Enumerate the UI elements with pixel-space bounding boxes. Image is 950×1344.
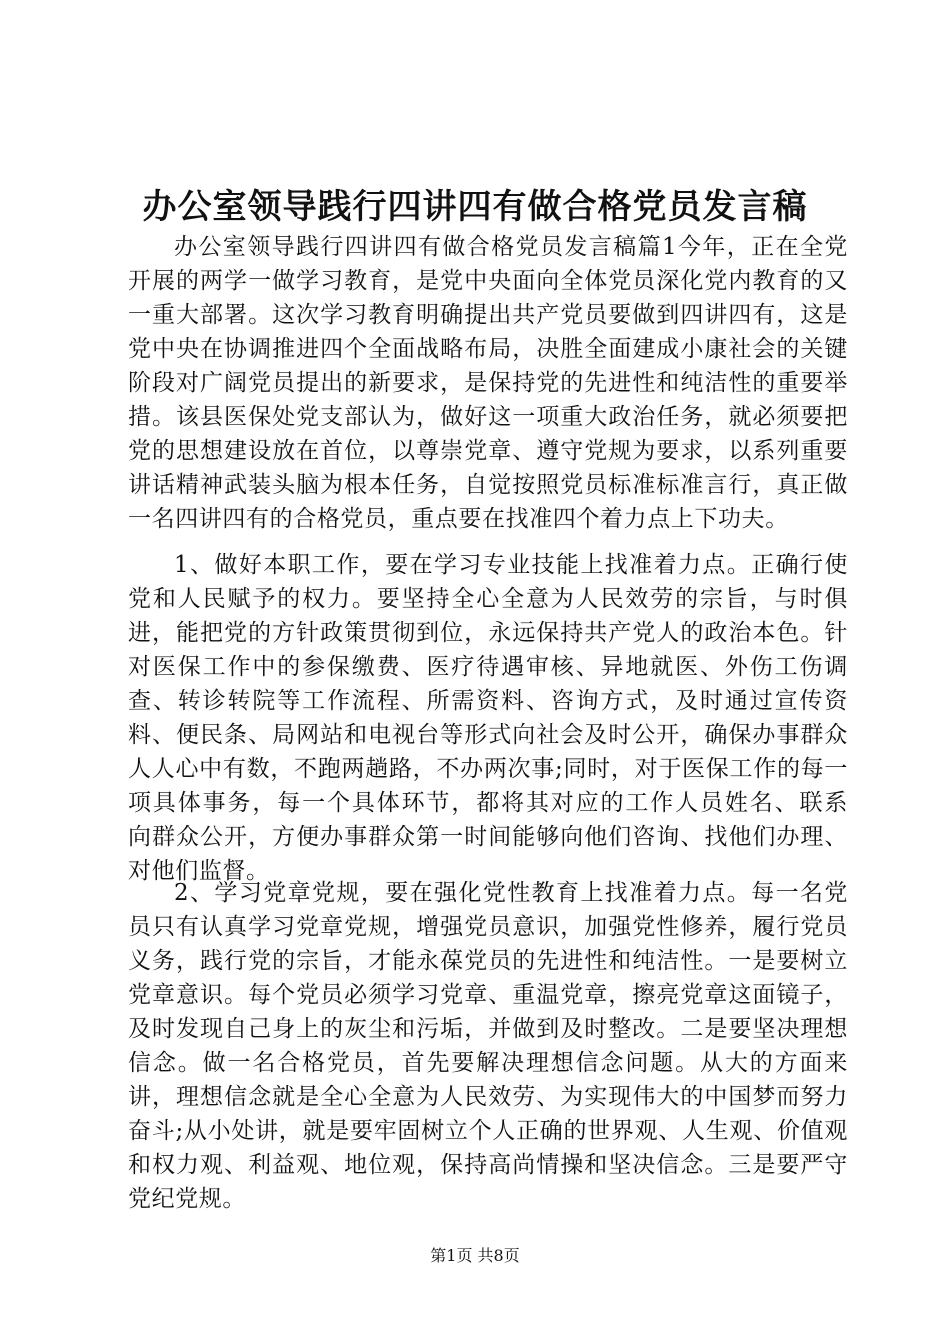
paragraph-3: 2、学习党章党规，要在强化党性教育上找准着力点。每一名党员只有认真学习党章党规，增强党员意识，加强党性修养，履行党员义务，践行党的宗旨，才能永葆党员的先进性和纯洁性。一是要树立党章意识。每个党员必须学习党章、重温党章，擦亮党章这面镜子，及时发现自己身上的灰尘和污垢，并做到及时整改。二是要坚决理想信念。做一名合格党员，首先要解决理想信念问题。从大的方面来讲，理想信念就是全心全意为人民效劳、为实现伟大的中国梦而努力奋斗;从小处讲，就是要牢固树立个人正确的世界观、人生观、价值观和权力观、利益观、地位观，保持高尚情操和坚决信念。三是要严守党纪党规。 <box>128 880 848 1212</box>
paragraph-2: 1、做好本职工作，要在学习专业技能上找准着力点。正确行使党和人民赋予的权力。要坚持全心全意为人民效劳的宗旨，与时俱进，能把党的方针政策贯彻到位，永远保持共产党人的政治本色。针对医保工作中的参保缴费、医疗待遇审核、异地就医、外伤工伤调查、转诊转院等工作流程、所需资料、咨询方式，及时通过宣传资料、便民条、局网站和电视台等形式向社会及时公开，确保办事群众人人心中有数，不跑两趟路，不办两次事;同时，对于医保工作的每一项具体事务，每一个具体环节，都将其对应的工作人员姓名、联系 向群众公开，方便办事群众第一时间能够向他们咨询、找他们办理、对他们监督。 <box>128 552 896 884</box>
page-footer: 第1页 共8页 <box>430 1246 520 1265</box>
paragraph-1: 办公室领导践行四讲四有做合格党员发言稿篇1今年，正在全党开展的两学一做学习教育，是党中央面向全体党员深化党内教育的又一重大部署。这次学习教育明确提出共产党员要做到四讲四有，这是党中央在协调推进四个全面战略布局，决胜全面建成小康社会的关键阶段对广阔党员提出的新要求，是保持党的先进性和纯洁性的重要举措。该县医保处党支部认为，做好这一项重大政治任务，就必须要把党的思想建设放在首位，以尊崇党章、遵守党规为要求，以系列重要讲话精神武装头脑为根本任务，自觉按照党员标准标准言行，真正做一名四讲四有的合格党员，重点要在找准四个着力点上下功夫。 <box>128 234 848 532</box>
document-title: 办公室领导践行四讲四有做合格党员发言稿 <box>142 187 808 227</box>
